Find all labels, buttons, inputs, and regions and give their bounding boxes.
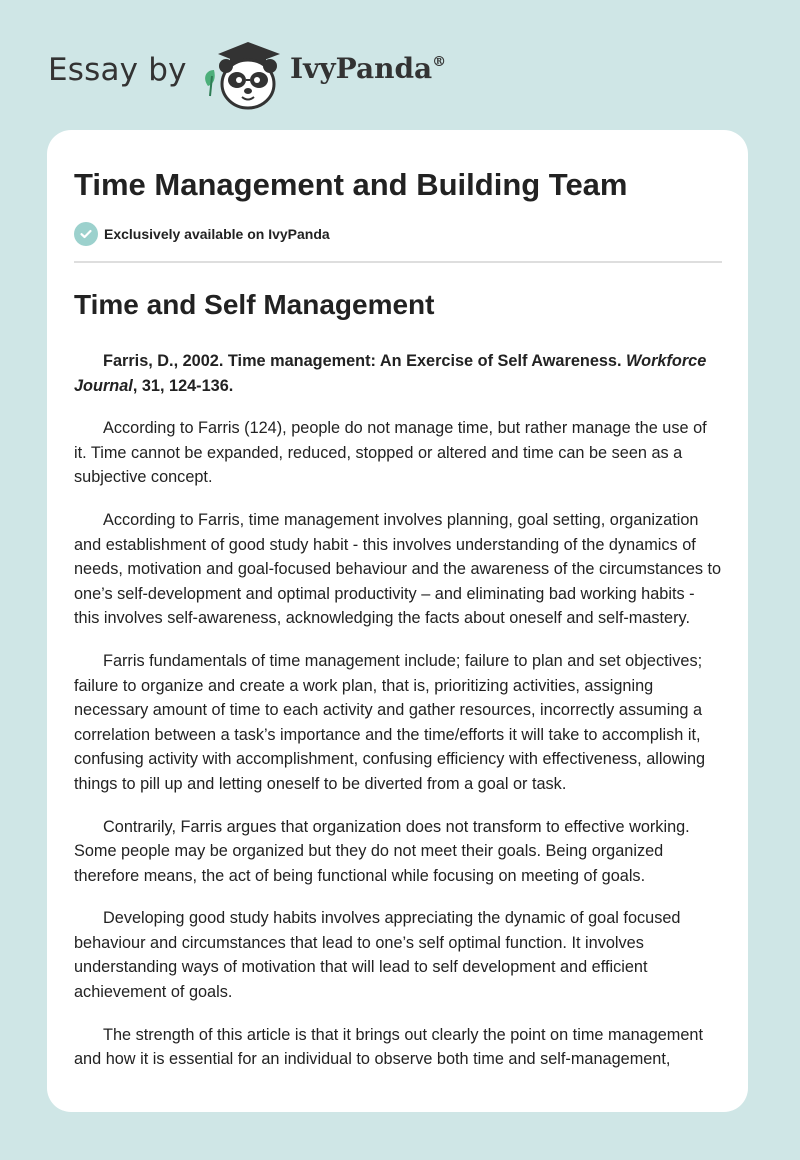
- paragraph: The strength of this article is that it brings out clearly the point on time management and how it is essential for an individual to observe both time and self-management,: [74, 1025, 703, 1069]
- reference-journal: Workforce Journal: [74, 352, 707, 395]
- divider: [74, 261, 722, 263]
- reference-citation: [74, 349, 722, 398]
- paragraph: According to Farris, time management involves planning, goal setting, organization and establishment of good study habit - this involves understanding of the dynamics of needs, motivation and goal-focused behaviour and the awareness of the circumstances to one’s self-development and optimal productivity – and eliminating bad working habits - this involves self-awareness, acknowledging the facts about oneself and self-mastery.: [74, 510, 722, 628]
- reference-main: Farris, D., 2002. Time management: An Exercise of Self Awareness.: [103, 352, 627, 370]
- paragraph: Developing good study habits involves appreciating the dynamic of goal focused behaviour and circumstances that lead to one’s self optimal function. It involves understanding ways of motivation that will lead to self development and efficient achievement of goals.: [74, 909, 681, 1002]
- paragraph: According to Farris (124), people do not manage time, but rather manage the use of it. Time cannot be expanded, reduced, stopped or altered and time can be seen as a subjective concept.: [74, 419, 707, 487]
- essay-card: [47, 130, 748, 1112]
- check-icon: [74, 222, 98, 246]
- section-title: Time and Self Management: [74, 289, 435, 320]
- paragraph: Farris fundamentals of time management include; failure to plan and set objectives; failure to organize and create a work plan, that is, prioritizing activities, assigning necessary amount of time to each activity and gather resources, incorrectly assuming a correlation between a task’s importance and the time/efforts it will take to accomplish it, confusing activity with accomplishment, confusing efficiency with effectiveness, allowing things to pill up and letting oneself to be diverted from a goal or task.: [74, 651, 706, 793]
- panda-logo-icon[interactable]: [200, 36, 286, 112]
- brand-text: IvyPanda: [290, 52, 433, 85]
- site-header: [48, 30, 768, 110]
- exclusive-badge: [74, 222, 722, 246]
- reference-tail: , 31, 124-136.: [132, 376, 234, 395]
- registered-mark: ®: [432, 53, 447, 70]
- badge-label: Exclusively available on IvyPanda: [104, 226, 330, 242]
- essay-title: Time Management and Building Team: [74, 167, 628, 202]
- brand-name[interactable]: [290, 52, 446, 85]
- essay-by-label: Essay by: [48, 52, 187, 88]
- paragraph: Contrarily, Farris argues that organization does not transform to effective working. Some people may be organized but they do not meet their goals. Being organized therefore means, the act of being functional while focusing on meeting of goals.: [74, 817, 690, 885]
